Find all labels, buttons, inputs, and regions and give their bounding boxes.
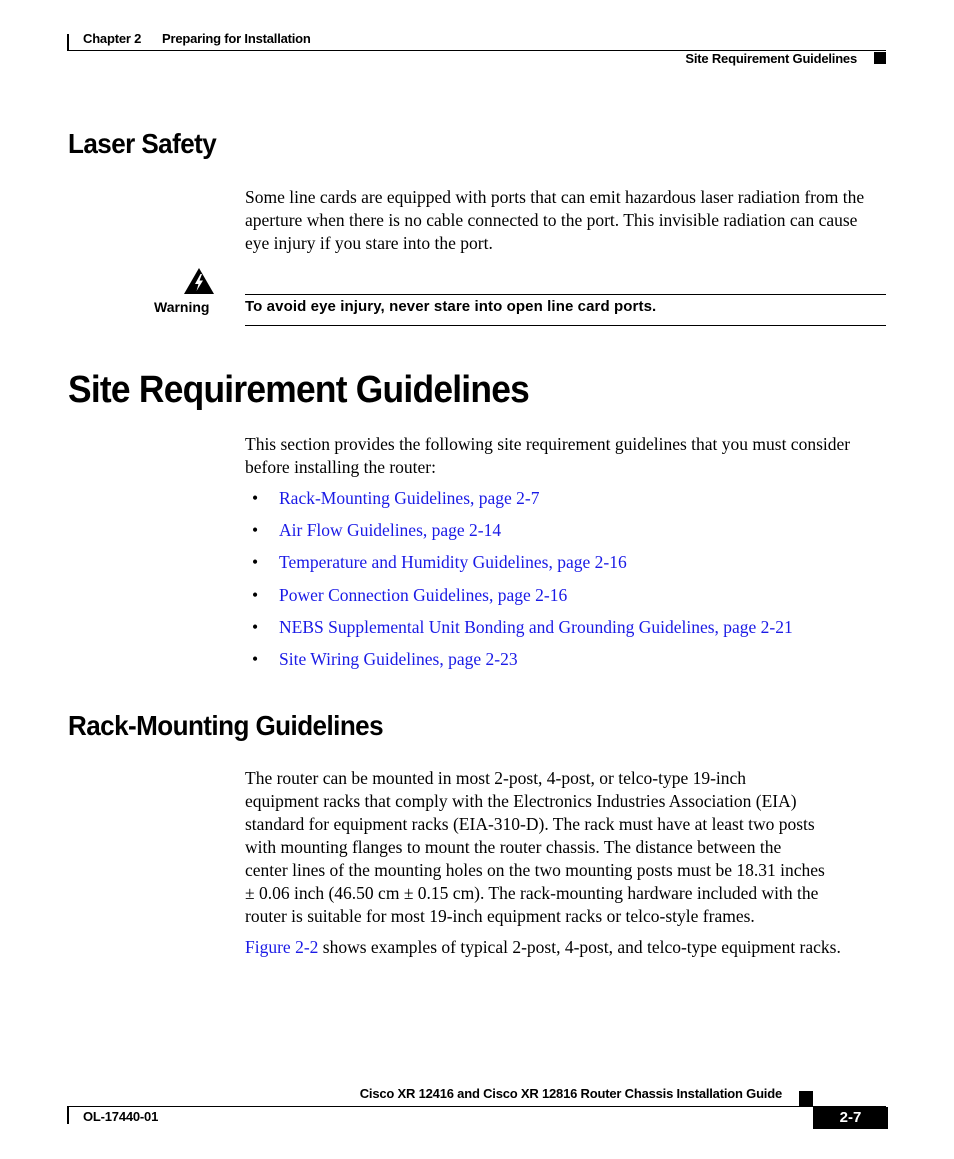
list-item	[252, 519, 793, 551]
bullet-icon: •	[252, 552, 259, 573]
list-item	[252, 648, 793, 680]
bullet-icon: •	[252, 648, 259, 669]
link-nebs-bonding[interactable]: NEBS Supplemental Unit Bonding and Grounding Guidelines, page 2-21	[279, 616, 793, 637]
list-item	[252, 487, 793, 519]
laser-safety-text: Some line cards are equipped with ports that can emit hazardous laser radiation from the aperture when there is no cable connected to the port. This invisible radiation can cause eye injury if you stare into the port.	[245, 187, 865, 253]
header-square-marker	[874, 52, 886, 64]
laser-safety-heading: Laser Safety	[68, 128, 217, 159]
paragraph-line: The router can be mounted in most 2-post, 4-post, or telco-type 19-inch	[245, 768, 747, 788]
footer-left-bar	[67, 1106, 69, 1124]
list-item	[252, 584, 793, 616]
link-temperature-humidity[interactable]: Temperature and Humidity Guidelines, page 2-16	[279, 552, 627, 573]
link-figure-2-2[interactable]: Figure 2-2	[245, 937, 319, 957]
header-chapter: Chapter 2	[83, 31, 142, 46]
footer-page-number: 2-7	[813, 1107, 888, 1129]
link-air-flow[interactable]: Air Flow Guidelines, page 2-14	[279, 520, 502, 541]
list-item	[252, 551, 793, 583]
paragraph-line: with mounting flanges to mount the router chassis. The distance between the	[245, 837, 782, 857]
laser-safety-paragraph	[245, 186, 890, 255]
warning-rule-top	[245, 294, 886, 295]
bullet-icon: •	[252, 616, 259, 637]
footer-square-marker	[799, 1091, 813, 1107]
rack-mounting-paragraph	[245, 767, 890, 928]
figure-reference-rest: shows examples of typical 2-post, 4-post, and telco-type equipment racks.	[318, 937, 841, 957]
site-requirement-heading: Site Requirement Guidelines	[68, 369, 530, 411]
warning-text: To avoid eye injury, never stare into open line card ports.	[245, 298, 657, 315]
bullet-icon: •	[252, 488, 259, 508]
rack-mounting-heading: Rack-Mounting Guidelines	[68, 710, 384, 741]
site-requirement-text: This section provides the following site requirement guidelines that you must consider before installing the router:	[245, 434, 851, 477]
footer-guide-title: Cisco XR 12416 and Cisco XR 12816 Router Chassis Installation Guide	[359, 1086, 782, 1101]
bullet-icon: •	[252, 520, 259, 541]
footer-rule	[67, 1106, 886, 1107]
paragraph-line: ± 0.06 inch (46.50 cm ± 0.15 cm). The rack-mounting hardware included with the	[245, 883, 819, 903]
paragraph-line: center lines of the mounting holes on the two mounting posts must be 18.31 inches	[245, 860, 825, 880]
site-requirement-paragraph	[245, 433, 890, 479]
link-rack-mounting[interactable]: Rack-Mounting Guidelines, page 2-7	[279, 488, 540, 508]
footer-doc-number: OL-17440-01	[83, 1109, 159, 1124]
header-left-bar	[67, 34, 69, 50]
bullet-icon: •	[252, 584, 259, 605]
warning-label: Warning	[154, 299, 210, 315]
guidelines-list	[252, 487, 793, 680]
paragraph-line: router is suitable for most 19-inch equipment racks or telco-style frames.	[245, 906, 755, 926]
figure-reference-paragraph	[245, 936, 890, 959]
paragraph-line: equipment racks that comply with the Electronics Industries Association (EIA)	[245, 791, 797, 811]
warning-icon	[183, 267, 215, 295]
paragraph-line: standard for equipment racks (EIA-310-D). The rack must have at least two posts	[245, 814, 815, 834]
warning-rule-bottom	[245, 325, 886, 326]
list-item	[252, 616, 793, 648]
link-power-connection[interactable]: Power Connection Guidelines, page 2-16	[279, 584, 568, 605]
header-section-title: Site Requirement Guidelines	[685, 51, 857, 66]
header-chapter-title: Preparing for Installation	[162, 31, 311, 46]
figure-reference-text	[245, 936, 875, 959]
link-site-wiring[interactable]: Site Wiring Guidelines, page 2-23	[279, 648, 518, 669]
